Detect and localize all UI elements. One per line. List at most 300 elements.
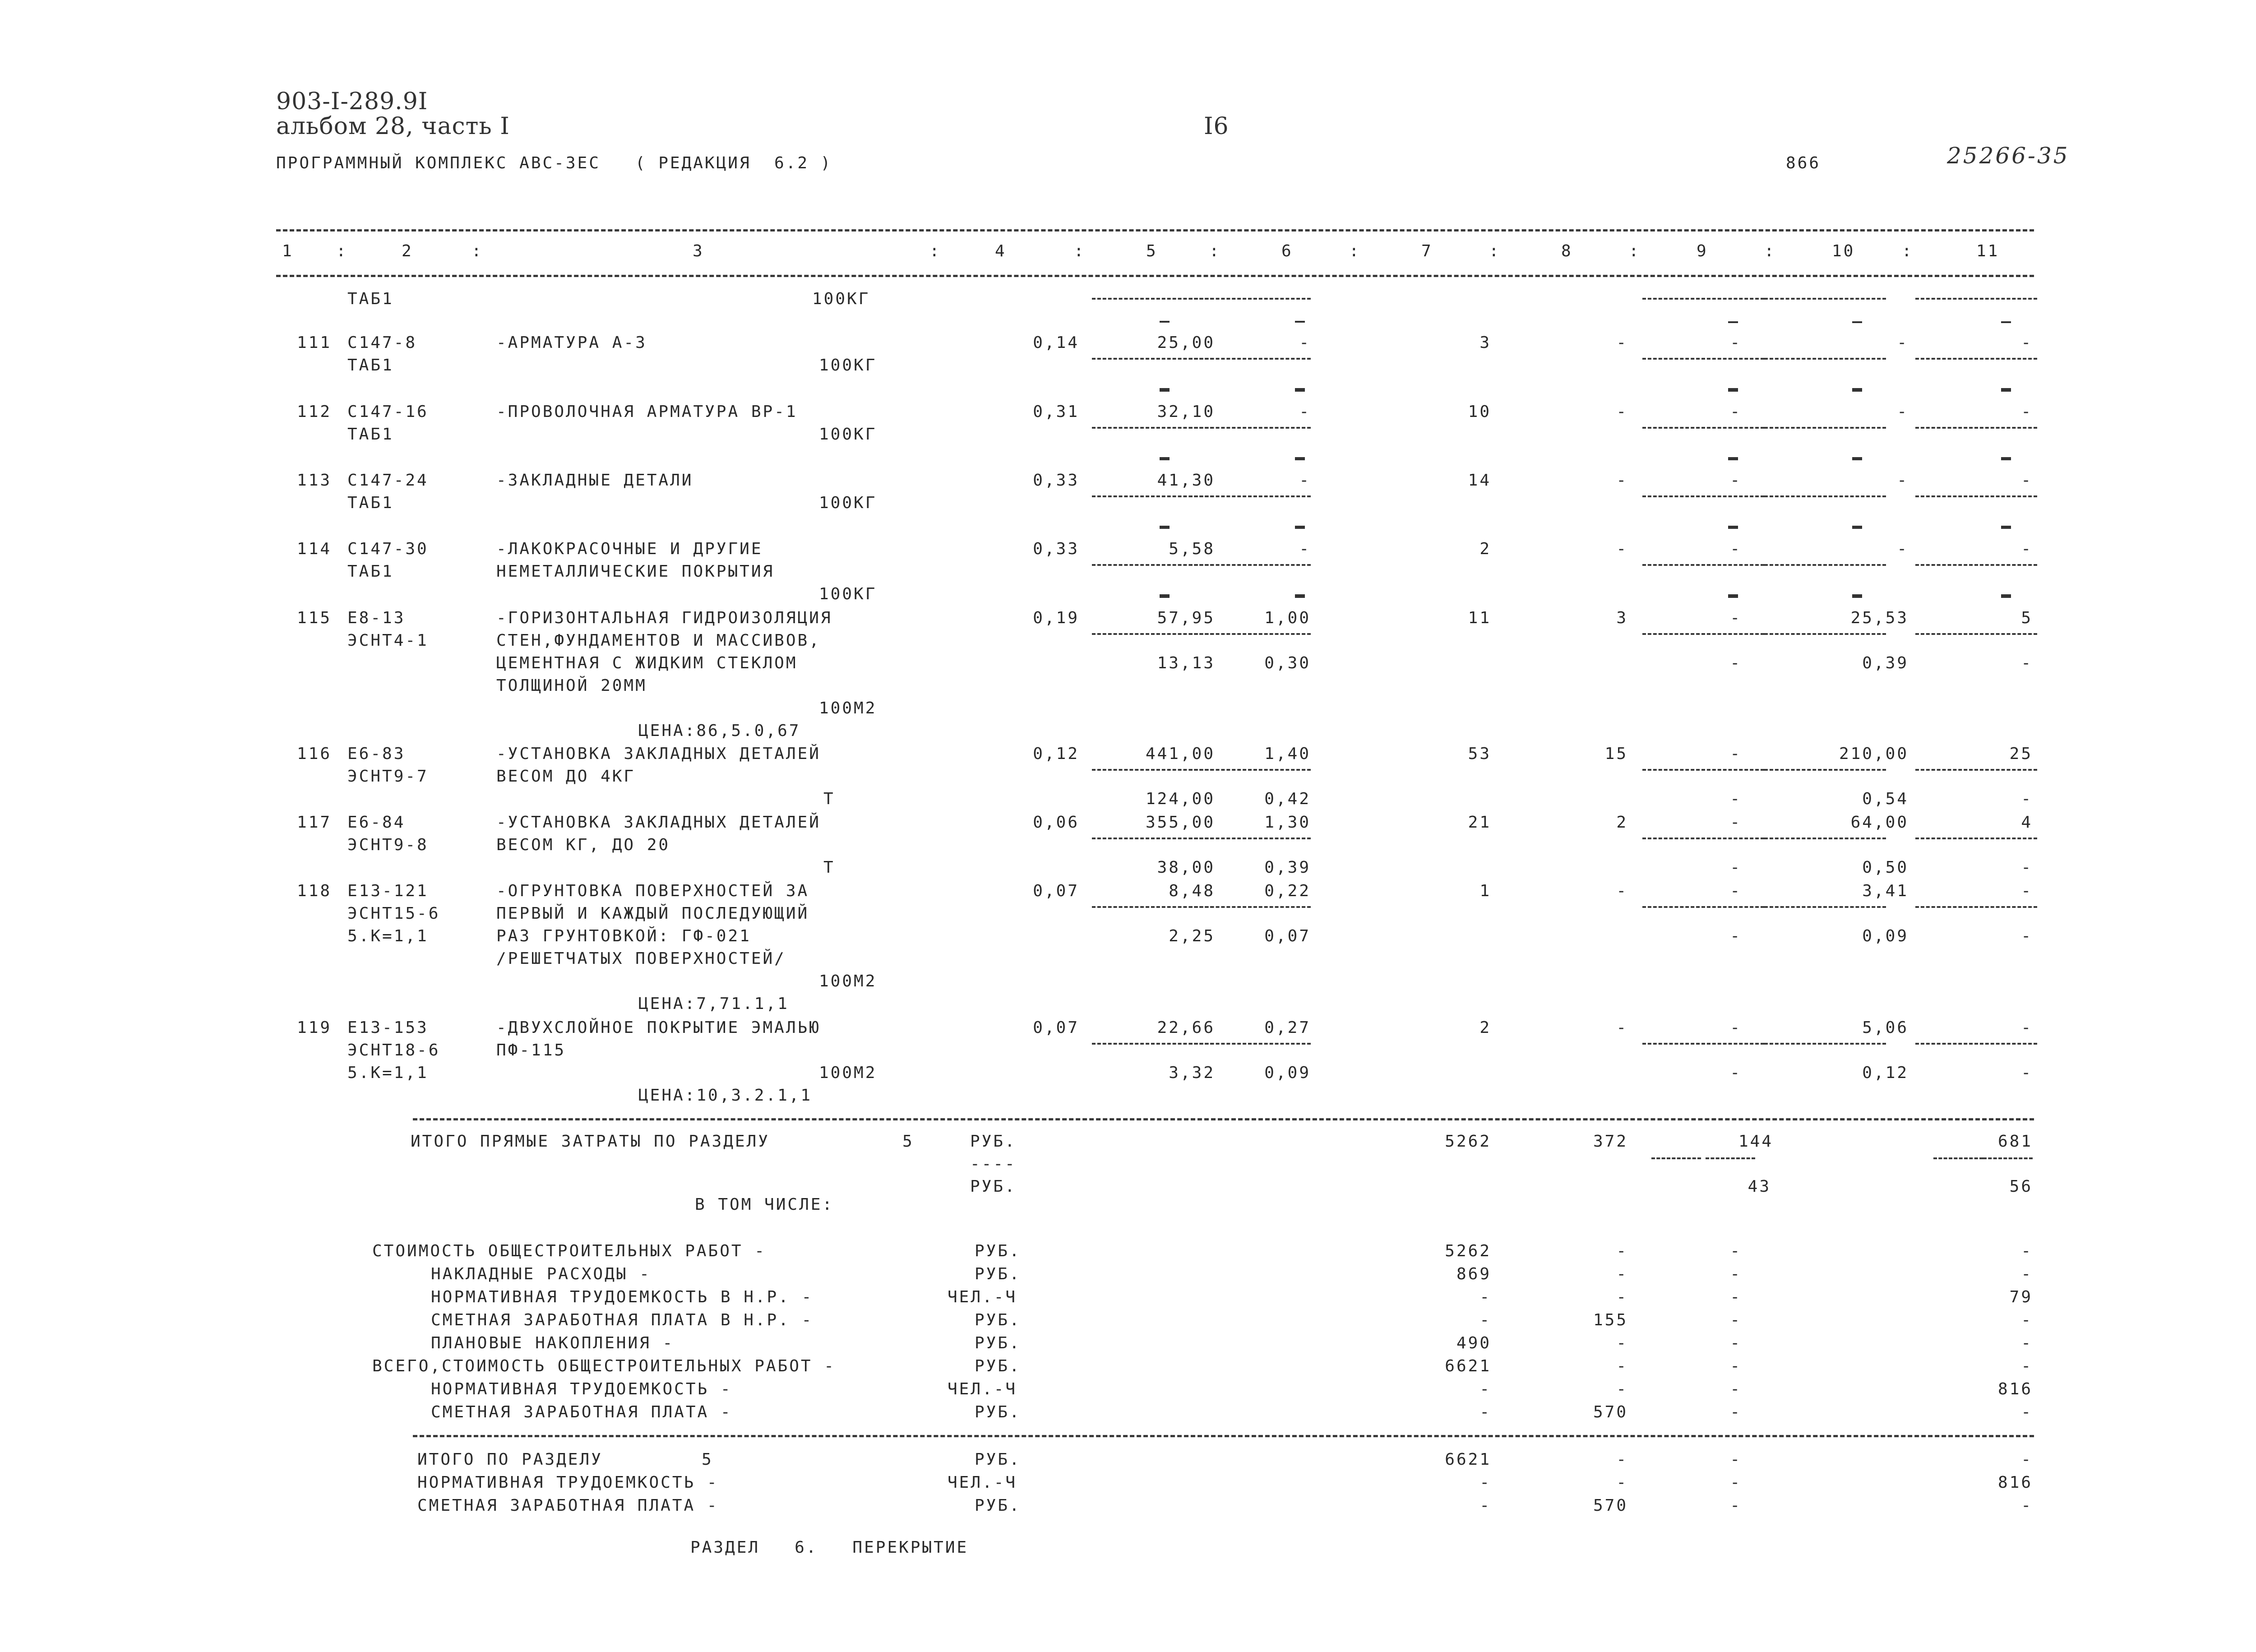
summary-col8: - [1616,1357,1628,1375]
row-unit: 100КГ [819,425,877,444]
row-code: С147-24 [347,471,429,490]
totals-top-rule [413,1118,2034,1120]
cell-separator [1915,633,2037,635]
column-header: 4 [995,242,1007,260]
cell-col7: 1 [1479,882,1491,900]
cell-separator [1189,633,1311,635]
row-separator [1764,298,1886,300]
row-number: 118 [296,882,332,900]
cell-separator [1915,495,2037,497]
cell-col10: 3,41 [1862,882,1909,900]
summary-col11: - [2021,1311,2033,1329]
row-code-2: ЭСНТ15-6 [347,904,440,923]
total-direct-unit-2: РУБ. [970,1177,1017,1196]
table-header-rule [276,275,2034,277]
row-code-2: ЭСНТ4-1 [347,631,429,650]
section-total-label: НОРМАТИВНАЯ ТРУДОЕМКОСТЬ - [417,1473,719,1492]
section-total-unit: РУБ. [975,1450,1021,1469]
cell-col9: - [1730,540,1742,558]
column-header: 2 [402,242,413,260]
column-header: 1 [282,242,294,260]
cell-col7: 10 [1468,403,1491,421]
cell-col11: - [2021,333,2033,352]
summary-label: ВСЕГО,СТОИМОСТЬ ОБЩЕСТРОИТЕЛЬНЫХ РАБОТ - [372,1357,836,1375]
cell-col5-secondary: 3,32 [1169,1064,1215,1082]
cell-col10-secondary: 0,12 [1862,1064,1909,1082]
cell-col9: - [1730,471,1742,490]
row-code-2: ЭСНТ9-7 [347,767,429,786]
cell-separator [1764,633,1886,635]
summary-col11: - [2021,1265,2033,1283]
row-description: ВЕСОМ КГ, ДО 20 [496,836,670,854]
summary-col9: - [1730,1357,1742,1375]
cell-col5: 41,30 [1157,471,1215,490]
dash-mark [1852,596,1862,598]
row-number: 116 [296,745,332,763]
cell-col10: - [1897,403,1909,421]
cell-col4: 0,19 [1033,609,1079,627]
row-description: -ГОРИЗОНТАЛЬНАЯ ГИДРОИЗОЛЯЦИЯ [496,609,832,627]
handwritten-stamp: 25266-35 [1947,143,2070,169]
cell-col9-secondary: - [1730,858,1742,877]
column-header: 10 [1832,242,1855,260]
cell-separator [1764,358,1886,360]
summary-col8: 155 [1593,1311,1628,1329]
cell-separator [1189,1043,1311,1045]
dash-mark [1728,458,1738,460]
cell-col5: 25,00 [1157,333,1215,352]
row-description: НЕМЕТАЛЛИЧЕСКИЕ ПОКРЫТИЯ [496,562,775,581]
section-total-unit: ЧЕЛ.-Ч [948,1473,1017,1492]
cell-col8: - [1616,540,1628,558]
including-label: В ТОМ ЧИСЛЕ: [695,1195,834,1214]
cell-col11: 25 [2009,745,2033,763]
column-header: 9 [1697,242,1708,260]
dash-mark [1852,321,1862,323]
cell-separator [1915,1043,2037,1045]
section-total-rule [413,1435,2034,1437]
cell-col5: 32,10 [1157,403,1215,421]
row-code: Е8-13 [347,609,406,627]
cell-separator [1642,1043,1764,1045]
cell-col7: 3 [1479,333,1491,352]
cell-col9-secondary: - [1730,927,1742,945]
cell-col11: - [2021,540,2033,558]
cell-col10: 25,53 [1850,609,1909,627]
row-separator [1189,298,1311,300]
table-top-rule [276,229,2034,231]
cell-col7: 14 [1468,471,1491,490]
dash-mark [1852,527,1862,529]
summary-col9: - [1730,1311,1742,1329]
cell-col6: - [1299,471,1311,490]
cell-col4: 0,07 [1033,882,1079,900]
row-price: ЦЕНА:7,71.1,1 [638,995,789,1013]
cell-col9-secondary: - [1730,654,1742,672]
row-description: -УСТАНОВКА ЗАКЛАДНЫХ ДЕТАЛЕЙ [496,813,821,832]
cell-col4: 0,07 [1033,1018,1079,1037]
section-total-col9: - [1730,1496,1742,1515]
row-description: РАЗ ГРУНТОВКОЙ: ГФ-021 [496,927,751,945]
cell-separator [1189,427,1311,429]
row-unit: 100КГ [819,356,877,375]
dash-mark [1852,458,1862,460]
dash-mark [1295,321,1305,323]
cell-col11-secondary: - [2021,790,2033,808]
cell-col4: 0,31 [1033,403,1079,421]
program-title: ПРОГРАММНЫЙ КОМПЛЕКС АВС-3ЕС ( РЕДАКЦИЯ 6.2 ) [276,154,832,172]
cell-separator [1189,906,1311,908]
cell-col6: 0,22 [1264,882,1311,900]
cell-col9: - [1730,333,1742,352]
cell-separator [1915,769,2037,771]
cell-separator [1642,906,1764,908]
document-code: 903-I-289.9I [276,88,428,115]
column-header: : [1074,242,1086,260]
row-number: 117 [296,813,332,832]
row-code-2: ЭСНТ18-6 [347,1041,440,1060]
summary-unit: РУБ. [975,1242,1021,1260]
cell-separator [1915,838,2037,839]
summary-col8: - [1616,1242,1628,1260]
cell-col10: - [1897,540,1909,558]
dash-mark [1295,596,1305,598]
cell-col5: 355,00 [1145,813,1215,832]
cell-col9: - [1730,1018,1742,1037]
dash-mark [1160,596,1170,598]
cell-col4: 0,14 [1033,333,1079,352]
column-header: 11 [1976,242,2000,260]
dash-mark [1295,527,1305,529]
cell-col9-secondary: - [1730,1064,1742,1082]
cell-separator [1642,427,1764,429]
section-total-col7: - [1479,1496,1491,1515]
cell-col5-secondary: 38,00 [1157,858,1215,877]
column-header: : [1489,242,1501,260]
column-header: : [1209,242,1221,260]
cell-col4: 0,12 [1033,745,1079,763]
cell-col6: 0,27 [1264,1018,1311,1037]
dash-mark [1728,390,1738,392]
section-total-col8: - [1616,1473,1628,1492]
column-header: 8 [1561,242,1573,260]
dash-mark [2001,458,2011,460]
summary-col9: - [1730,1403,1742,1421]
summary-label: ПЛАНОВЫЕ НАКОПЛЕНИЯ - [431,1334,675,1352]
cell-col4: 0,06 [1033,813,1079,832]
cell-col11: 4 [2021,813,2033,832]
cell-col6: - [1299,403,1311,421]
cell-col5: 441,00 [1145,745,1215,763]
row-description: -АРМАТУРА А-3 [496,333,647,352]
cell-col10-secondary: 0,39 [1862,654,1909,672]
summary-col7: - [1479,1311,1491,1329]
cell-col11: - [2021,471,2033,490]
cell-col10: 210,00 [1839,745,1909,763]
cell-separator [1642,838,1764,839]
cell-col11: 5 [2021,609,2033,627]
section-total-col11: 816 [1997,1473,2033,1492]
total-direct-col11: 681 [1997,1132,2033,1151]
cell-col7: 2 [1479,540,1491,558]
cell-separator [1915,906,2037,908]
summary-col9: - [1730,1334,1742,1352]
row-code: Е13-153 [347,1018,429,1037]
cell-separator [1764,564,1886,566]
row-description: -ОГРУНТОВКА ПОВЕРХНОСТЕЙ ЗА [496,882,809,900]
section-total-number: 5 [702,1450,713,1469]
cell-separator [1915,427,2037,429]
section-total-col11: - [2021,1450,2033,1469]
summary-col7: 490 [1456,1334,1491,1352]
cell-col6: 1,30 [1264,813,1311,832]
cell-col6-secondary: 0,30 [1264,654,1311,672]
column-header: 6 [1281,242,1293,260]
row-unit: Т [823,790,835,808]
summary-col9: - [1730,1265,1742,1283]
summary-col9: - [1730,1380,1742,1398]
summary-unit: РУБ. [975,1311,1021,1329]
row-description: -ЗАКЛАДНЫЕ ДЕТАЛИ [496,471,693,490]
column-header: : [472,242,483,260]
summary-label: СМЕТНАЯ ЗАРАБОТНАЯ ПЛАТА - [431,1403,732,1421]
row-description: ЦЕМЕНТНАЯ С ЖИДКИМ СТЕКЛОМ [496,654,798,672]
cell-col7: 11 [1468,609,1491,627]
cell-separator [1642,358,1764,360]
summary-col7: - [1479,1403,1491,1421]
cell-separator [1764,906,1886,908]
row-unit: 100М2 [819,972,877,990]
row-unit: Т [823,858,835,877]
cell-separator [1642,495,1764,497]
section-total-label: ИТОГО ПО РАЗДЕЛУ [417,1450,603,1469]
cell-col7: 53 [1468,745,1491,763]
section-total-col9: - [1730,1450,1742,1469]
total-direct-dash: ---- [970,1155,1017,1173]
cell-separator [1189,769,1311,771]
summary-unit: РУБ. [975,1403,1021,1421]
total-direct-section: 5 [902,1132,914,1151]
cell-col4: 0,33 [1033,540,1079,558]
summary-col7: - [1479,1288,1491,1306]
cell-separator [1642,769,1764,771]
cell-separator [1764,427,1886,429]
section-total-col7: 6621 [1445,1450,1491,1469]
dash-mark [2001,321,2011,323]
cell-col6: - [1299,540,1311,558]
row-unit: 100КГ [819,494,877,512]
row-code-2: ЭСНТ9-8 [347,836,429,854]
total-direct-col11-2: 56 [2009,1177,2033,1196]
cell-col9: - [1730,813,1742,832]
cell-separator [1642,633,1764,635]
cell-separator [1764,769,1886,771]
dash-mark [1160,458,1170,460]
dash-mark [1160,321,1170,323]
cell-separator [1764,495,1886,497]
row-number: 111 [296,333,332,352]
section-total-col8: 570 [1593,1496,1628,1515]
row-price: ЦЕНА:10,3.2.1,1 [638,1086,813,1105]
summary-col7: 5262 [1445,1242,1491,1260]
column-header: : [1349,242,1361,260]
cell-col10-secondary: 0,09 [1862,927,1909,945]
row-code-2: ТАБ1 [347,494,394,512]
cell-col5: 22,66 [1157,1018,1215,1037]
row-separator [1915,298,2037,300]
dash-mark [1728,527,1738,529]
cell-col9: - [1730,882,1742,900]
album-label: альбом 28, часть I [276,113,510,140]
summary-col11: - [2021,1403,2033,1421]
cell-separator [1933,1157,1983,1159]
cell-col6-secondary: 0,39 [1264,858,1311,877]
summary-col7: 869 [1456,1265,1491,1283]
cell-col5: 5,58 [1169,540,1215,558]
summary-col8: - [1616,1334,1628,1352]
total-direct-label: ИТОГО ПРЯМЫЕ ЗАТРАТЫ ПО РАЗДЕЛУ [411,1132,770,1151]
cell-separator [1706,1157,1755,1159]
cell-col6: 1,00 [1264,609,1311,627]
row-code: С147-8 [347,333,417,352]
row-code: ТАБ1 [347,290,394,308]
cell-col5-secondary: 13,13 [1157,654,1215,672]
row-description: ВЕСОМ ДО 4КГ [496,767,636,786]
row-description: ПФ-115 [496,1041,566,1060]
dash-mark [2001,390,2011,392]
summary-col8: - [1616,1288,1628,1306]
row-description: /РЕШЕТЧАТЫХ ПОВЕРХНОСТЕЙ/ [496,949,786,968]
column-header: 3 [693,242,704,260]
cell-col8: - [1616,1018,1628,1037]
cell-col7: 21 [1468,813,1491,832]
cell-col11: - [2021,1018,2033,1037]
row-description: -УСТАНОВКА ЗАКЛАДНЫХ ДЕТАЛЕЙ [496,745,821,763]
cell-col11: - [2021,882,2033,900]
row-code: Е6-84 [347,813,406,832]
column-header: : [1902,242,1914,260]
page-number: I6 [1204,113,1229,140]
cell-col6-secondary: 0,09 [1264,1064,1311,1082]
summary-col11: 816 [1997,1380,2033,1398]
cell-col11-secondary: - [2021,1064,2033,1082]
summary-col11: 79 [2009,1288,2033,1306]
summary-label: СТОИМОСТЬ ОБЩЕСТРОИТЕЛЬНЫХ РАБОТ - [372,1242,766,1260]
row-number: 115 [296,609,332,627]
row-description: ТОЛЩИНОЙ 20ММ [496,676,647,695]
column-header: : [929,242,941,260]
summary-col9: - [1730,1288,1742,1306]
column-header: : [1629,242,1641,260]
cell-col11-secondary: - [2021,858,2033,877]
summary-col7: - [1479,1380,1491,1398]
cell-separator [1189,838,1311,839]
cell-col8: 15 [1604,745,1628,763]
row-number: 112 [296,403,332,421]
dash-mark [1160,527,1170,529]
section-total-label: СМЕТНАЯ ЗАРАБОТНАЯ ПЛАТА - [417,1496,719,1515]
column-header: : [336,242,348,260]
dash-mark [1160,390,1170,392]
summary-unit: РУБ. [975,1265,1021,1283]
cell-col9: - [1730,403,1742,421]
cell-separator [1189,495,1311,497]
dash-mark [1852,390,1862,392]
cell-col5-secondary: 2,25 [1169,927,1215,945]
row-price: ЦЕНА:86,5.0,67 [638,722,801,740]
cell-separator [1764,1043,1886,1045]
section-total-col7: - [1479,1473,1491,1492]
row-code: Е13-121 [347,882,429,900]
cell-separator [1189,358,1311,360]
summary-label: СМЕТНАЯ ЗАРАБОТНАЯ ПЛАТА В Н.Р. - [431,1311,814,1329]
row-description: ПЕРВЫЙ И КАЖДЫЙ ПОСЛЕДУЮЩИЙ [496,904,809,923]
cell-col10: - [1897,333,1909,352]
summary-unit: ЧЕЛ.-Ч [948,1380,1017,1398]
cell-col9: - [1730,609,1742,627]
cell-separator [1642,564,1764,566]
cell-col6: 1,40 [1264,745,1311,763]
row-code-2: ТАБ1 [347,562,394,581]
cell-col10: 5,06 [1862,1018,1909,1037]
cell-col5-secondary: 124,00 [1145,790,1215,808]
row-description: -ПРОВОЛОЧНАЯ АРМАТУРА ВР-1 [496,403,798,421]
cell-col8: - [1616,882,1628,900]
column-header: : [1764,242,1776,260]
dash-mark [2001,527,2011,529]
cell-col10: - [1897,471,1909,490]
cell-col8: - [1616,403,1628,421]
column-header: 7 [1421,242,1433,260]
cell-col5: 57,95 [1157,609,1215,627]
section-total-col9: - [1730,1473,1742,1492]
summary-unit: ЧЕЛ.-Ч [948,1288,1017,1306]
cell-separator [1651,1157,1701,1159]
summary-label: НАКЛАДНЫЕ РАСХОДЫ - [431,1265,651,1283]
row-separator [1642,298,1764,300]
row-description: -ДВУХСЛОЙНОЕ ПОКРЫТИЕ ЭМАЛЬЮ [496,1018,821,1037]
total-direct-unit: РУБ. [970,1132,1017,1151]
section-total-unit: РУБ. [975,1496,1021,1515]
cell-col6-secondary: 0,07 [1264,927,1311,945]
dash-mark [1295,458,1305,460]
cell-col9: - [1730,745,1742,763]
cell-col5: 8,48 [1169,882,1215,900]
dash-mark [1295,390,1305,392]
section-total-col11: - [2021,1496,2033,1515]
row-code-2: ТАБ1 [347,356,394,375]
cell-separator [1764,838,1886,839]
row-code: Е6-83 [347,745,406,763]
next-section-title: РАЗДЕЛ 6. ПЕРЕКРЫТИЕ [690,1538,969,1557]
total-direct-col7: 5262 [1445,1132,1491,1151]
cell-col10-secondary: 0,50 [1862,858,1909,877]
cell-separator [1983,1157,2033,1159]
row-description: СТЕН,ФУНДАМЕНТОВ И МАССИВОВ, [496,631,821,650]
cell-col4: 0,33 [1033,471,1079,490]
summary-col7: 6621 [1445,1357,1491,1375]
cell-col9-secondary: - [1730,790,1742,808]
row-code: С147-30 [347,540,429,558]
dash-mark [2001,596,2011,598]
summary-unit: РУБ. [975,1334,1021,1352]
cell-separator [1189,564,1311,566]
cell-col11: - [2021,403,2033,421]
summary-label: НОРМАТИВНАЯ ТРУДОЕМКОСТЬ - [431,1380,732,1398]
summary-unit: РУБ. [975,1357,1021,1375]
cell-col10-secondary: 0,54 [1862,790,1909,808]
dash-mark [1728,596,1738,598]
